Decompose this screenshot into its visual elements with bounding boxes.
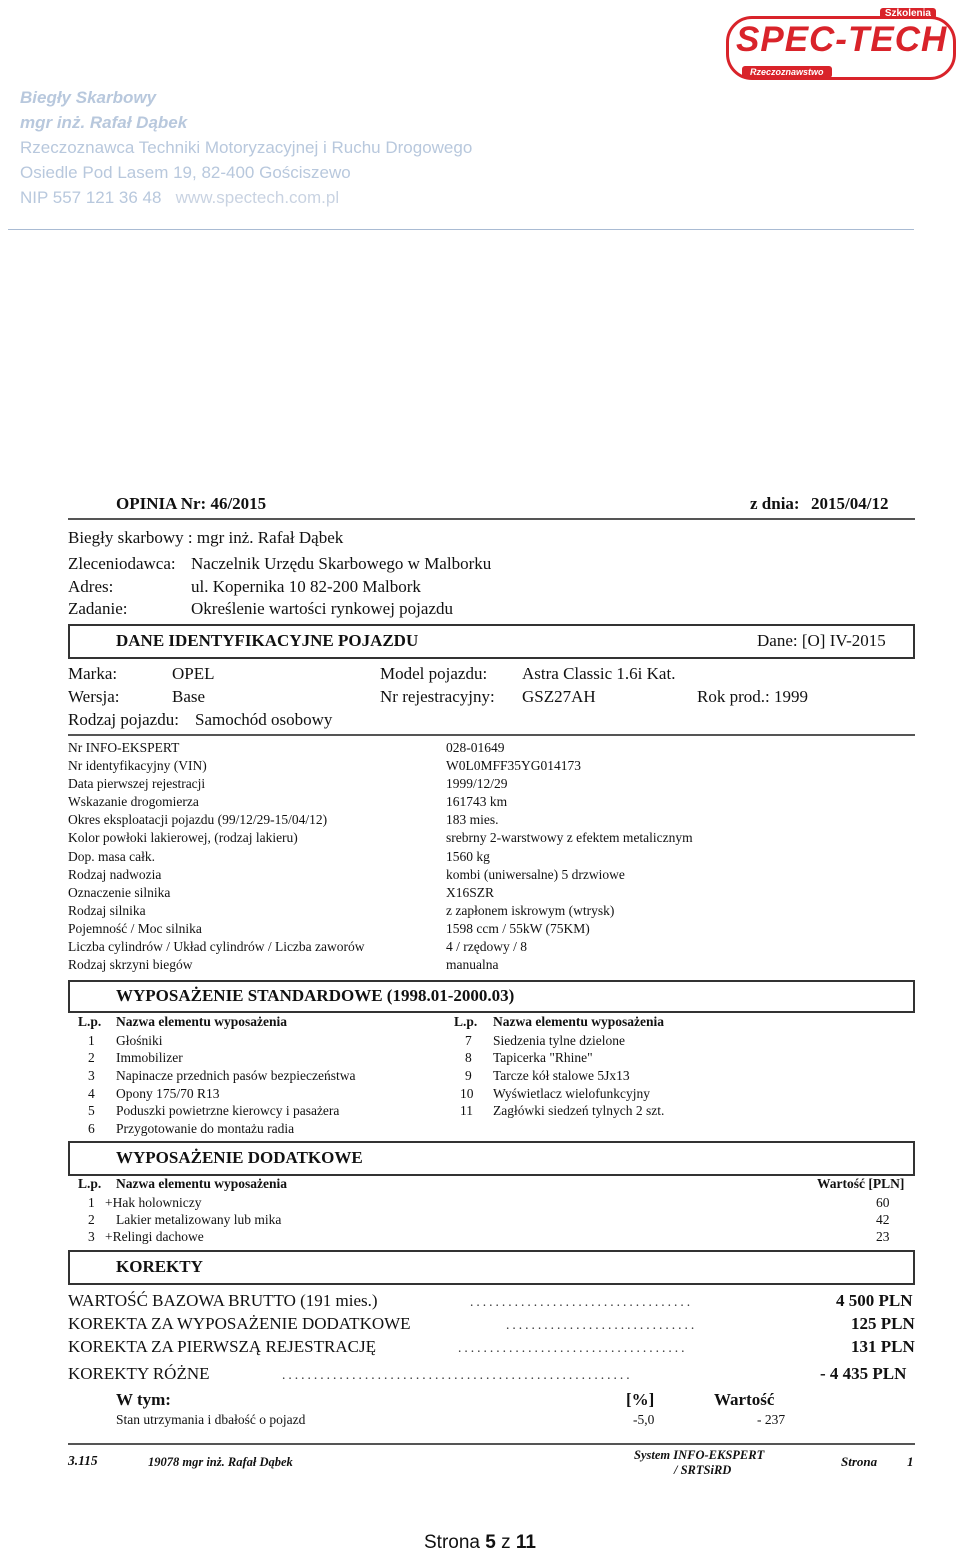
list-item xyxy=(0,1103,960,1121)
detail-value: 183 mies. xyxy=(446,812,499,827)
detail-row xyxy=(0,921,960,939)
letterhead xyxy=(20,85,472,210)
page-total: 11 xyxy=(515,1532,536,1553)
item-number: 6 xyxy=(88,1121,95,1136)
list-item xyxy=(0,1050,960,1068)
item-name: Tapicerka "Rhine" xyxy=(493,1050,593,1065)
detail-label: Liczba cylindrów / Układ cylindrów / Liczba zaworów xyxy=(68,939,365,954)
item-number: 2 xyxy=(88,1050,95,1065)
production-year: Rok prod.: 1999 xyxy=(697,687,808,706)
detail-row xyxy=(0,758,960,776)
item-number: 11 xyxy=(460,1103,473,1118)
misc-correction-label: KOREKTY RÓŻNE xyxy=(68,1364,210,1383)
page-current: 5 xyxy=(485,1532,496,1553)
registration-correction-label: KOREKTA ZA PIERWSZĄ REJESTRACJĘ xyxy=(68,1337,376,1356)
item-number: 5 xyxy=(88,1103,95,1118)
spec-tech-logo xyxy=(726,8,952,76)
divider xyxy=(68,518,915,520)
registration-correction-amount: 131 PLN xyxy=(851,1337,915,1356)
model-label: Model pojazdu: xyxy=(380,664,488,683)
client-value: Naczelnik Urzędu Skarbowego w Malborku xyxy=(191,554,492,573)
detail-label: Wskazanie drogomierza xyxy=(68,794,199,809)
detail-value: manualna xyxy=(446,957,499,972)
list-item xyxy=(0,1212,960,1230)
percent-col-label: [%] xyxy=(626,1390,655,1409)
item-number: 7 xyxy=(465,1033,472,1048)
detail-value: z zapłonem iskrowym (wtrysk) xyxy=(446,903,615,918)
list-item xyxy=(0,1229,960,1247)
detail-label: Kolor powłoki lakierowej, (rodzaj lakieru) xyxy=(68,830,298,845)
doc-footer-system: System INFO-EKSPERT xyxy=(634,1448,765,1462)
item-number: 3 xyxy=(88,1068,95,1083)
registration-label: Nr rejestracyjny: xyxy=(380,687,495,706)
item-value: 42 xyxy=(876,1212,890,1227)
misc-correction-amount: - 4 435 PLN xyxy=(820,1364,907,1383)
add-col-name: Nazwa elementu wyposażenia xyxy=(116,1176,287,1191)
detail-label: Rodzaj skrzyni biegów xyxy=(68,957,193,972)
item-name: Opony 175/70 R13 xyxy=(116,1086,220,1101)
detail-label: Nr identyfikacyjny (VIN) xyxy=(68,758,207,773)
version-label: Wersja: xyxy=(68,687,120,706)
detail-label: Rodzaj nadwozia xyxy=(68,867,162,882)
letterhead-website[interactable]: www.spectech.com.pl xyxy=(175,188,340,207)
equipment-correction-amount: 125 PLN xyxy=(851,1314,915,1333)
opinion-date-value: 2015/04/12 xyxy=(811,494,889,513)
detail-value: 161743 km xyxy=(446,794,508,809)
corrections-title: KOREKTY xyxy=(116,1257,203,1276)
vehicle-type-label: Rodzaj pojazdu: xyxy=(68,710,179,729)
detail-row xyxy=(0,849,960,867)
detail-label: Rodzaj silnika xyxy=(68,903,146,918)
letterhead-title-name: mgr inż. Rafał Dąbek xyxy=(20,113,188,132)
doc-footer-page-label: Strona xyxy=(841,1454,878,1469)
divider xyxy=(68,734,915,736)
list-item xyxy=(0,1033,960,1051)
item-number: 10 xyxy=(460,1086,474,1101)
item-number: 3 xyxy=(88,1229,95,1244)
item-name: Immobilizer xyxy=(116,1050,183,1065)
detail-value: W0L0MFF35YG014173 xyxy=(446,758,582,773)
item-number: 9 xyxy=(465,1068,472,1083)
expert-line: Biegły skarbowy : mgr inż. Rafał Dąbek xyxy=(68,528,344,547)
std-col-name-left: Nazwa elementu wyposażenia xyxy=(116,1014,287,1029)
detail-row xyxy=(0,885,960,903)
detail-row xyxy=(0,794,960,812)
address-value: ul. Kopernika 10 82-200 Malbork xyxy=(191,577,421,596)
detail-row xyxy=(0,740,960,758)
detail-label: Data pierwszej rejestracji xyxy=(68,776,206,791)
std-col-lp-right: L.p. xyxy=(454,1014,478,1029)
list-item xyxy=(0,1121,960,1139)
detail-label: Dop. masa całk. xyxy=(68,849,155,864)
leader-dots: ....................................................... xyxy=(282,1367,633,1382)
opinion-date-label: z dnia: xyxy=(750,494,800,513)
detail-label: Oznaczenie silnika xyxy=(68,885,171,900)
detail-value: 1560 kg xyxy=(446,849,490,864)
item-name: Siedzenia tylne dzielone xyxy=(493,1033,625,1048)
standard-equipment-title: WYPOSAŻENIE STANDARDOWE (1998.01-2000.03) xyxy=(116,986,515,1005)
item-name: +Hak holowniczy xyxy=(105,1195,202,1210)
item-name: Wyświetlacz wielofunkcyjny xyxy=(493,1086,651,1101)
item-name: Lakier metalizowany lub mika xyxy=(116,1212,282,1227)
std-col-lp-left: L.p. xyxy=(78,1014,102,1029)
make-label: Marka: xyxy=(68,664,118,683)
base-value-amount: 4 500 PLN xyxy=(836,1291,913,1310)
item-name: Napinacze przednich pasów bezpieczeństwa xyxy=(116,1068,356,1083)
detail-row xyxy=(0,957,960,975)
detail-value: X16SZR xyxy=(446,885,495,900)
letterhead-contact xyxy=(20,185,472,210)
item-name: Poduszki powietrzne kierowcy i pasażera xyxy=(116,1103,340,1118)
page-indicator xyxy=(0,1532,960,1554)
detail-row xyxy=(0,939,960,957)
vehicle-type-value: Samochód osobowy xyxy=(195,710,333,729)
registration-value: GSZ27AH xyxy=(522,687,596,706)
model-value: Astra Classic 1.6i Kat. xyxy=(522,664,676,683)
doc-footer-code: 3.115 xyxy=(68,1453,98,1468)
detail-row xyxy=(0,867,960,885)
letterhead-address: Osiedle Pod Lasem 19, 82-400 Gościszewo xyxy=(20,163,351,182)
letterhead-nip: NIP 557 121 36 48 xyxy=(20,188,162,207)
leader-dots: .................................... xyxy=(458,1340,688,1355)
detail-value: 1598 ccm / 55kW (75KM) xyxy=(446,921,590,936)
maintenance-item-label: Stan utrzymania i dbałość o pojazd xyxy=(116,1412,306,1427)
version-value: Base xyxy=(172,687,206,706)
detail-value: srebrny 2-warstwowy z efektem metalicznym xyxy=(446,830,693,845)
equipment-correction-label: KOREKTA ZA WYPOSAŻENIE DODATKOWE xyxy=(68,1314,411,1333)
additional-equipment-title: WYPOSAŻENIE DODATKOWE xyxy=(116,1148,363,1167)
logo-top-badge: Szkolenia xyxy=(880,8,936,19)
identification-data-label: Dane: [O] IV-2015 xyxy=(757,631,886,650)
letterhead-role: Rzeczoznawca Techniki Motoryzacyjnej i Ruchu Drogowego xyxy=(20,138,473,157)
maintenance-item-value: - 237 xyxy=(757,1412,786,1427)
detail-value: 4 / rzędowy / 8 xyxy=(446,939,527,954)
item-value: 23 xyxy=(876,1229,890,1244)
item-name: Tarcze kół stalowe 5Jx13 xyxy=(493,1068,630,1083)
leader-dots: .............................. xyxy=(506,1317,698,1332)
item-value: 60 xyxy=(876,1195,890,1210)
in-which-label: W tym: xyxy=(116,1390,171,1409)
detail-row xyxy=(0,776,960,794)
list-item xyxy=(0,1068,960,1086)
make-value: OPEL xyxy=(172,664,215,683)
item-number: 8 xyxy=(465,1050,472,1065)
opinion-number: OPINIA Nr: 46/2015 xyxy=(116,494,267,513)
letterhead-divider xyxy=(8,229,914,230)
doc-footer-author: 19078 mgr inż. Rafał Dąbek xyxy=(148,1455,293,1469)
item-number: 2 xyxy=(88,1212,95,1227)
detail-row xyxy=(0,903,960,921)
task-label: Zadanie: xyxy=(68,599,128,618)
identification-title: DANE IDENTYFIKACYJNE POJAZDU xyxy=(116,631,419,650)
doc-footer-page-num: 1 xyxy=(907,1454,914,1469)
logo-bottom-badge: Rzeczoznawstwo xyxy=(742,66,832,78)
detail-row xyxy=(0,830,960,848)
detail-value: 028-01649 xyxy=(446,740,505,755)
item-name: Zagłówki siedzeń tylnych 2 szt. xyxy=(493,1103,665,1118)
item-name: Przygotowanie do montażu radia xyxy=(116,1121,295,1136)
base-value-label: WARTOŚĆ BAZOWA BRUTTO (191 mies.) xyxy=(68,1291,378,1310)
detail-value: 1999/12/29 xyxy=(446,776,508,791)
add-col-value: Wartość [PLN] xyxy=(817,1176,905,1191)
client-label: Zleceniodawca: xyxy=(68,554,176,573)
item-name: Głośniki xyxy=(116,1033,163,1048)
task-value: Określenie wartości rynkowej pojazdu xyxy=(191,599,453,618)
item-number: 1 xyxy=(88,1195,95,1210)
doc-footer-system-sub: / SRTSiRD xyxy=(674,1463,732,1477)
detail-label: Okres eksploatacji pojazdu (99/12/29-15/04/12) xyxy=(68,812,328,827)
letterhead-name: Biegły Skarbowy xyxy=(20,88,157,107)
maintenance-item-percent: -5,0 xyxy=(633,1412,655,1427)
address-label: Adres: xyxy=(68,577,114,596)
page-label: Strona xyxy=(424,1532,480,1553)
value-col-label: Wartość xyxy=(714,1390,775,1409)
detail-value: kombi (uniwersalne) 5 drzwiowe xyxy=(446,867,625,882)
list-item xyxy=(0,1086,960,1104)
page-separator: z xyxy=(501,1532,511,1553)
item-number: 4 xyxy=(88,1086,95,1101)
list-item xyxy=(0,1195,960,1213)
leader-dots: ................................... xyxy=(470,1294,694,1309)
detail-label: Pojemność / Moc silnika xyxy=(68,921,202,936)
divider xyxy=(68,1443,915,1445)
logo-main-text: SPEC-TECH xyxy=(736,20,948,59)
add-col-lp: L.p. xyxy=(78,1176,102,1191)
item-name: +Relingi dachowe xyxy=(105,1229,204,1244)
detail-label: Nr INFO-EKSPERT xyxy=(68,740,180,755)
std-col-name-right: Nazwa elementu wyposażenia xyxy=(493,1014,664,1029)
item-number: 1 xyxy=(88,1033,95,1048)
detail-row xyxy=(0,812,960,830)
